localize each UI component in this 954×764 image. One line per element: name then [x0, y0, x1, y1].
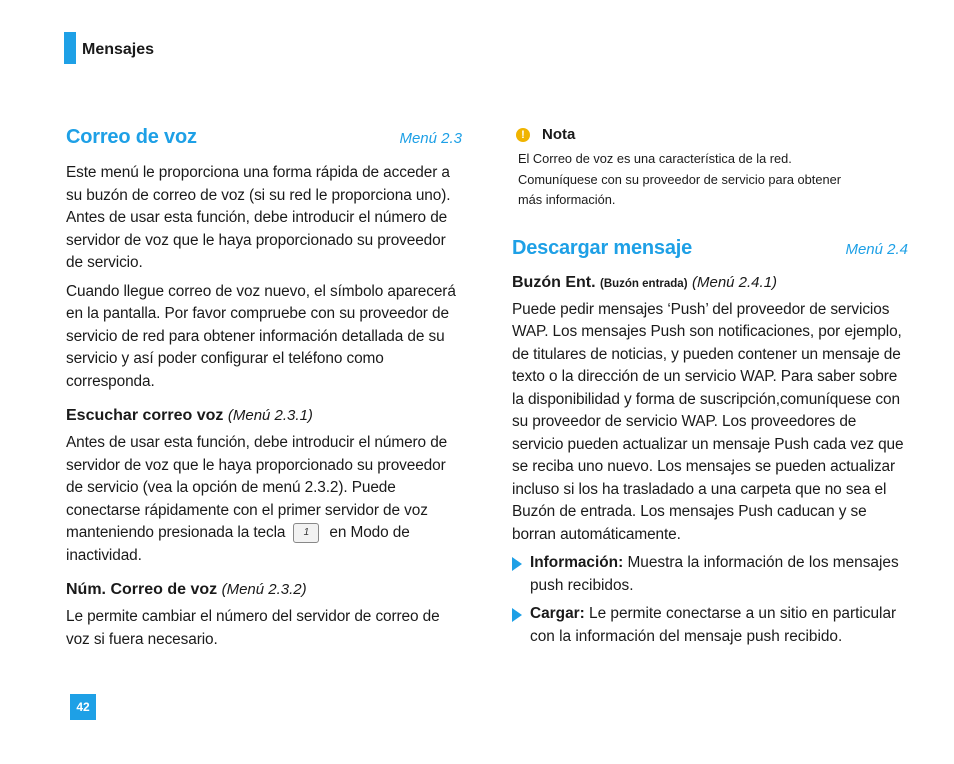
bullet-desc: Le permite conectarse a un sitio en particular con la información del mensaje push recibido.: [530, 605, 897, 645]
note-heading: [512, 126, 908, 143]
right-column: [512, 126, 908, 648]
buzon-title-small: (Buzón entrada): [600, 277, 688, 290]
escuchar-text-after-key: en Modo de inactividad.: [66, 524, 410, 564]
buzon-title: Buzón Ent.: [512, 273, 596, 291]
bullet-text: [530, 603, 908, 648]
left-column: [66, 126, 462, 651]
bullet-label: Cargar:: [530, 605, 585, 622]
correo-de-voz-heading: [66, 126, 462, 149]
page-number: 42: [70, 694, 96, 720]
num-correo-heading: [66, 581, 462, 599]
descargar-menu: Menú 2.4: [845, 240, 908, 258]
bullet-informacion: [512, 552, 908, 597]
note-line: Comuníquese con su proveedor de servicio para obtener: [518, 171, 841, 187]
correo-de-voz-title: Correo de voz: [66, 126, 197, 148]
descargar-heading: [512, 237, 908, 260]
escuchar-text-before-key: Antes de usar esta función, debe introducir el número de servidor de voz que le haya proporcionado su proveedor de servicio (vea la opción de menú 2.3.2). Puede conectarse rápidamente con el primer servidor de voz manteniendo presionada la tecla: [66, 434, 448, 541]
num-correo-paragraph: Le permite cambiar el número del servidor de correo de voz si fuera necesario.: [66, 608, 440, 648]
buzon-heading: [512, 274, 908, 292]
exclamation-icon: !: [516, 128, 530, 142]
descargar-title: Descargar mensaje: [512, 236, 693, 259]
note-body: [518, 149, 908, 211]
num-correo-title: Núm. Correo de voz: [66, 581, 218, 598]
bullet-cargar: [512, 603, 908, 648]
bullet-label: Información:: [530, 554, 624, 571]
arrow-right-icon: [512, 608, 522, 622]
note-line: El Correo de voz es una característica de la red.: [518, 151, 792, 166]
buzon-paragraph: Puede pedir mensajes ‘Push’ del proveedor de servicios WAP. Los mensajes Push son notificaciones, por ejemplo, de titulares de noticias, y pueden contener un mensaje de texto o la dirección de un servicio WAP. Para saber sobre la disponibilidad y forma de suscripción,comuníquese con su proveedor de servicio WAP. Los proveedores de servicio pueden actualizar un mensaje Push cada vez que se reciba uno nuevo. Los mensajes se pueden actualizar incluso si los ha trasladado a una carpeta que no sea el Buzón de entrada. Los mensajes Push caducan y se borran automáticamente.: [512, 300, 904, 543]
escuchar-paragraph: [66, 432, 462, 567]
correo-paragraph-1: Este menú le proporciona una forma rápida de acceder a su buzón de correo de voz (si su red le proporciona uno). Antes de usar esta función, debe introducir el número de servidor de voz que le haya proporcionado su proveedor de servicio.: [66, 164, 451, 271]
section-header: Mensajes: [82, 41, 155, 58]
escuchar-menu: (Menú 2.3.1): [227, 407, 313, 424]
num-correo-menu: (Menú 2.3.2): [221, 581, 307, 598]
header-accent-bar: [64, 32, 76, 64]
escuchar-title: Escuchar correo voz: [66, 407, 224, 424]
correo-paragraph-2: Cuando llegue correo de voz nuevo, el símbolo aparecerá en la pantalla. Por favor compruebe con su proveedor de servicio de red para obtener información detallada de su servicio y así poder configurar el teléfono como corresponda.: [66, 282, 456, 390]
note-title: Nota: [542, 126, 576, 143]
correo-de-voz-menu: Menú 2.3: [399, 130, 462, 147]
key-1-icon: 1: [293, 523, 319, 543]
note-line: más información.: [518, 192, 616, 207]
escuchar-heading: [66, 407, 462, 425]
bullet-text: [530, 552, 908, 597]
buzon-menu: (Menú 2.4.1): [691, 273, 778, 291]
bullet-desc: Muestra la información de los mensajes push recibidos.: [530, 554, 899, 594]
arrow-right-icon: [512, 557, 522, 571]
